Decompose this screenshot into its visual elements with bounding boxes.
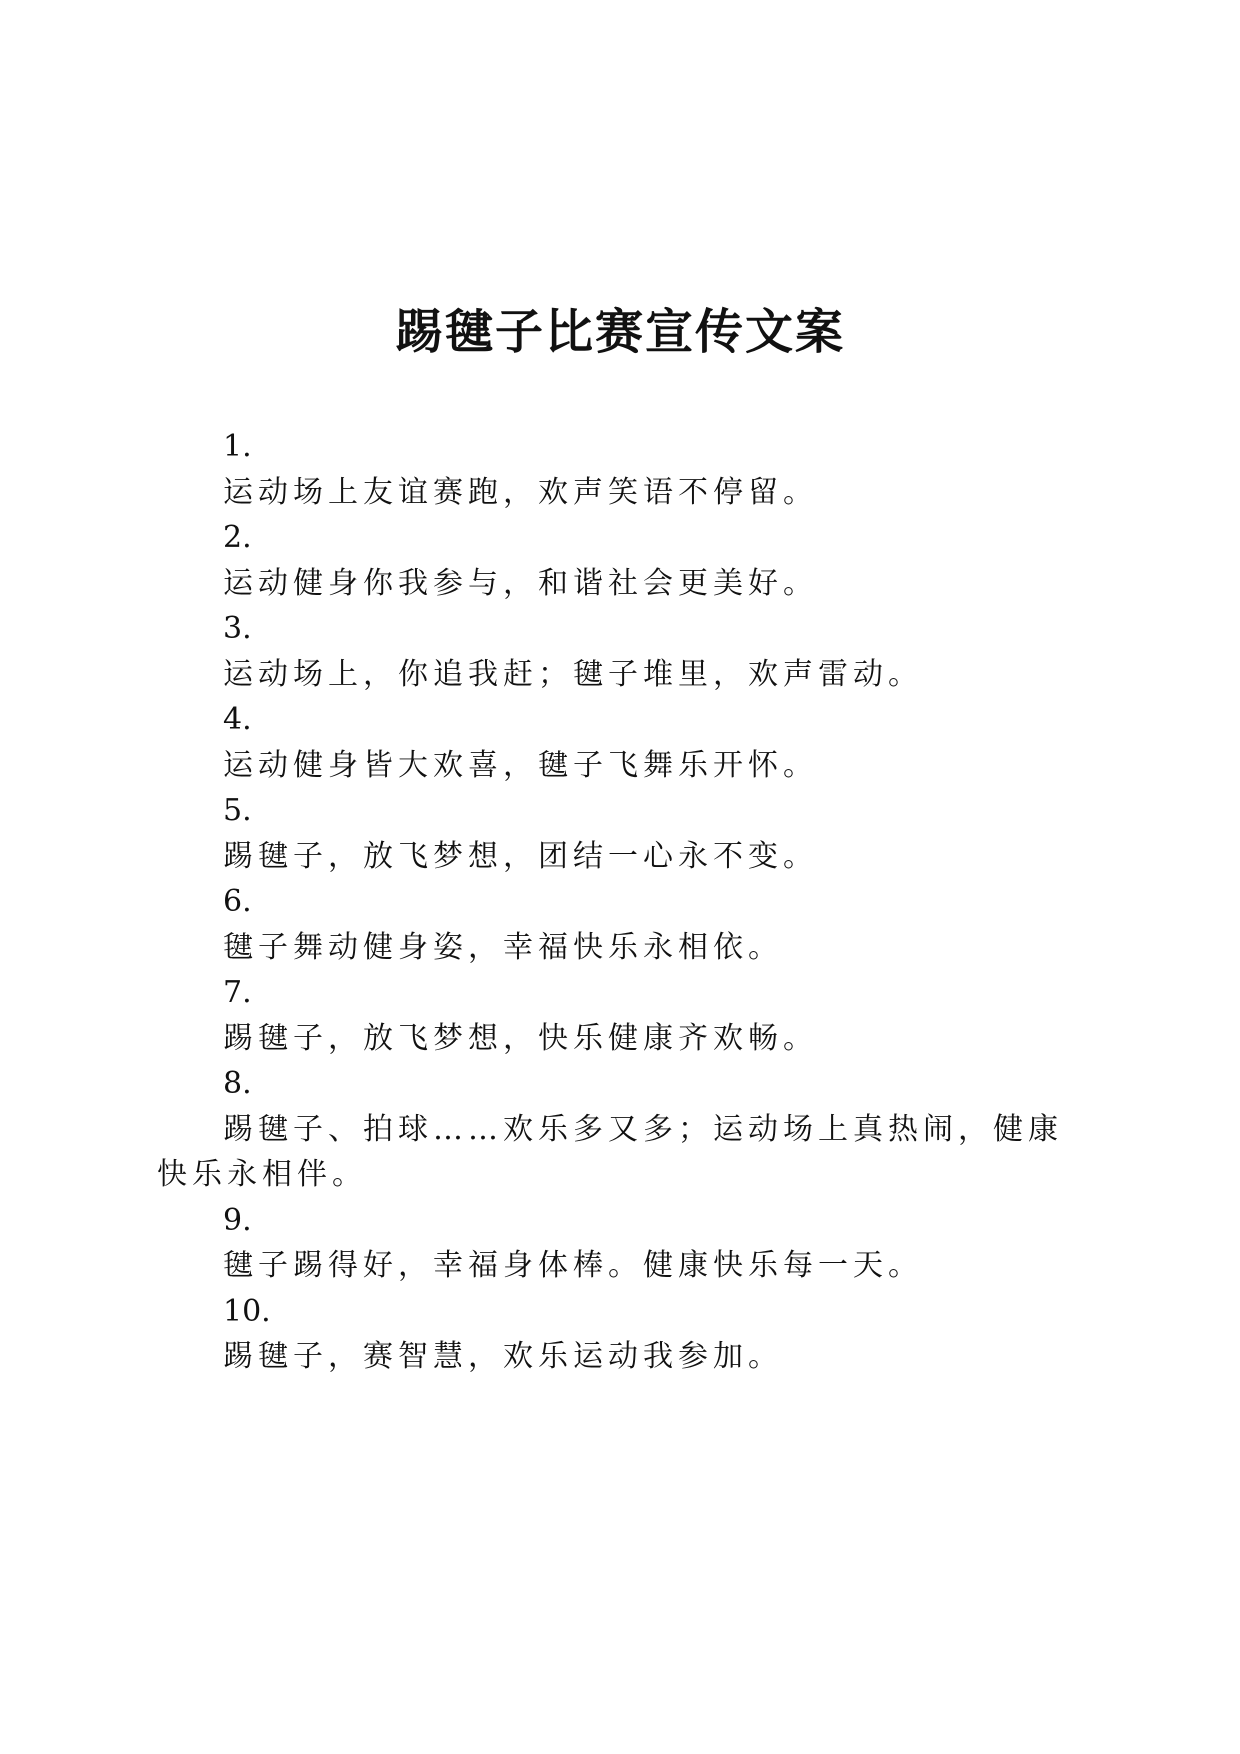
item-number-1: 1. — [223, 429, 252, 464]
item-text-4: 运动健身皆大欢喜，毽子飞舞乐开怀。 — [223, 747, 818, 783]
item-number-2: 2. — [223, 520, 252, 555]
item-number-6: 6. — [223, 884, 252, 919]
item-text-6: 毽子舞动健身姿，幸福快乐永相依。 — [223, 929, 783, 965]
slogan-list — [157, 424, 1087, 1380]
item-text-9: 毽子踢得好，幸福身体棒。健康快乐每一天。 — [223, 1248, 923, 1283]
item-number-7: 7. — [223, 975, 252, 1010]
item-text-7: 踢毽子，放飞梦想，快乐健康齐欢畅。 — [223, 1020, 818, 1056]
document-title: 踢毽子比赛宣传文案 — [394, 304, 845, 360]
item-number-5: 5. — [223, 793, 252, 828]
item-number-3: 3. — [223, 611, 252, 646]
item-text-3: 运动场上，你追我赶；毽子堆里，欢声雷动。 — [223, 656, 923, 692]
item-text-1: 运动场上友谊赛跑，欢声笑语不停留。 — [223, 474, 818, 510]
item-number-4: 4. — [223, 702, 252, 737]
item-number-10: 10. — [223, 1293, 271, 1329]
item-number-9: 9. — [223, 1202, 252, 1238]
item-text-8: 踢毽子、拍球……欢乐多又多；运动场上真热闹，健康快乐永相伴。 — [157, 1111, 1063, 1192]
item-text-5: 踢毽子，放飞梦想，团结一心永不变。 — [223, 838, 818, 874]
item-number-8: 8. — [223, 1066, 252, 1101]
item-text-10: 踢毽子，赛智慧，欢乐运动我参加。 — [223, 1339, 783, 1374]
item-text-2: 运动健身你我参与，和谐社会更美好。 — [223, 565, 818, 601]
